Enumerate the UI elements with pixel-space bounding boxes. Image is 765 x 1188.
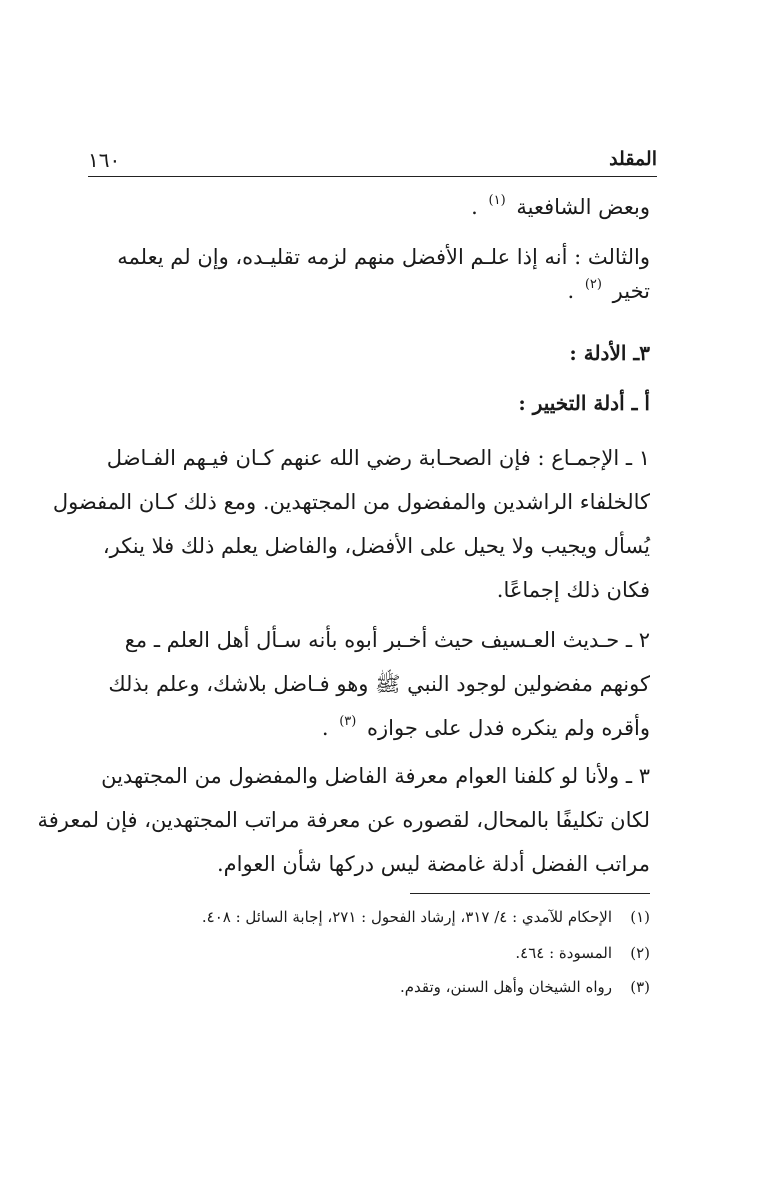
text-line: والثالث : أنه إذا علـم الأفضل منهم لزمه تقليـده، وإن لم يعلمه <box>117 245 650 269</box>
period: . <box>321 716 329 740</box>
page-number: ١٦٠ <box>88 148 121 172</box>
chapter-title: المقلد <box>609 148 657 170</box>
paragraph-laymen <box>37 754 650 886</box>
footnote-ref: (١) <box>488 193 506 208</box>
paragraph-hadith <box>80 618 650 754</box>
footnote <box>80 976 650 998</box>
subsection-heading-choice: أ ـ أدلة التخيير : <box>518 391 650 415</box>
text-fragment: تخير <box>612 279 650 303</box>
text-line: كالخلفاء الراشدين والمفضول من المجتهدين. ومع ذلك كـان المفضول <box>52 490 650 514</box>
footnote-text: الإحكام للآمدي : ٤/ ٣١٧، إرشاد الفحول : ٢٧١، إجابة السائل : ٤٠٨. <box>201 908 612 926</box>
footnote-text: رواه الشيخان وأهل السنن، وتقدم. <box>399 978 612 996</box>
text-line: كونهم مفضولين لوجود النبي ﷺ وهو فـاضل بلاشك، وعلم بذلك <box>108 672 650 696</box>
text-line: ٣ ـ ولأنا لو كلفنا العوام معرفة الفاضل والمفضول من المجتهدين <box>101 764 650 788</box>
text-line: وبعض الشافعية <box>516 195 650 219</box>
period: . <box>471 195 478 219</box>
text-line: مراتب الفضل أدلة غامضة ليس دركها شأن العوام. <box>217 852 650 876</box>
text-line: لكان تكليفًا بالمحال، لقصوره عن معرفة مراتب المجتهدين، فإن لمعرفة <box>37 808 650 832</box>
period: . <box>567 279 575 303</box>
footnote <box>80 942 650 964</box>
footnote-number: (١) <box>630 908 650 926</box>
footnote <box>80 906 650 928</box>
text-line: يُسأل ويجيب ولا يحيل على الأفضل، والفاضل يعلم ذلك فلا ينكر، <box>102 534 650 558</box>
section-heading-evidence: ٣ـ الأدلة : <box>569 341 650 365</box>
paragraph-shafii <box>80 190 650 228</box>
text-line: ١ ـ الإجمـاع : فإن الصحـابة رضي الله عنهم كـان فيـهم الفـاضل <box>106 446 650 470</box>
paragraph-consensus <box>52 436 650 612</box>
footnote-rule <box>410 893 650 894</box>
footnote-ref: (٢) <box>584 277 602 292</box>
running-header <box>88 148 657 176</box>
text-line <box>80 274 650 312</box>
text-line <box>80 706 650 754</box>
text-fragment: وأقره ولم ينكره فدل على جوازه <box>367 716 650 740</box>
footnote-number: (٣) <box>630 978 650 996</box>
header-rule <box>88 176 657 177</box>
footnote-text: المسودة : ٤٦٤. <box>515 944 612 962</box>
footnote-ref: (٣) <box>339 714 357 729</box>
paragraph-third-view <box>80 240 650 312</box>
text-line: ٢ ـ حـديث العـسيف حيث أخـبر أبوه بأنه سـأل أهل العلم ـ مع <box>124 628 650 652</box>
text-line: فكان ذلك إجماعًا. <box>496 578 650 602</box>
footnote-number: (٢) <box>630 944 650 962</box>
